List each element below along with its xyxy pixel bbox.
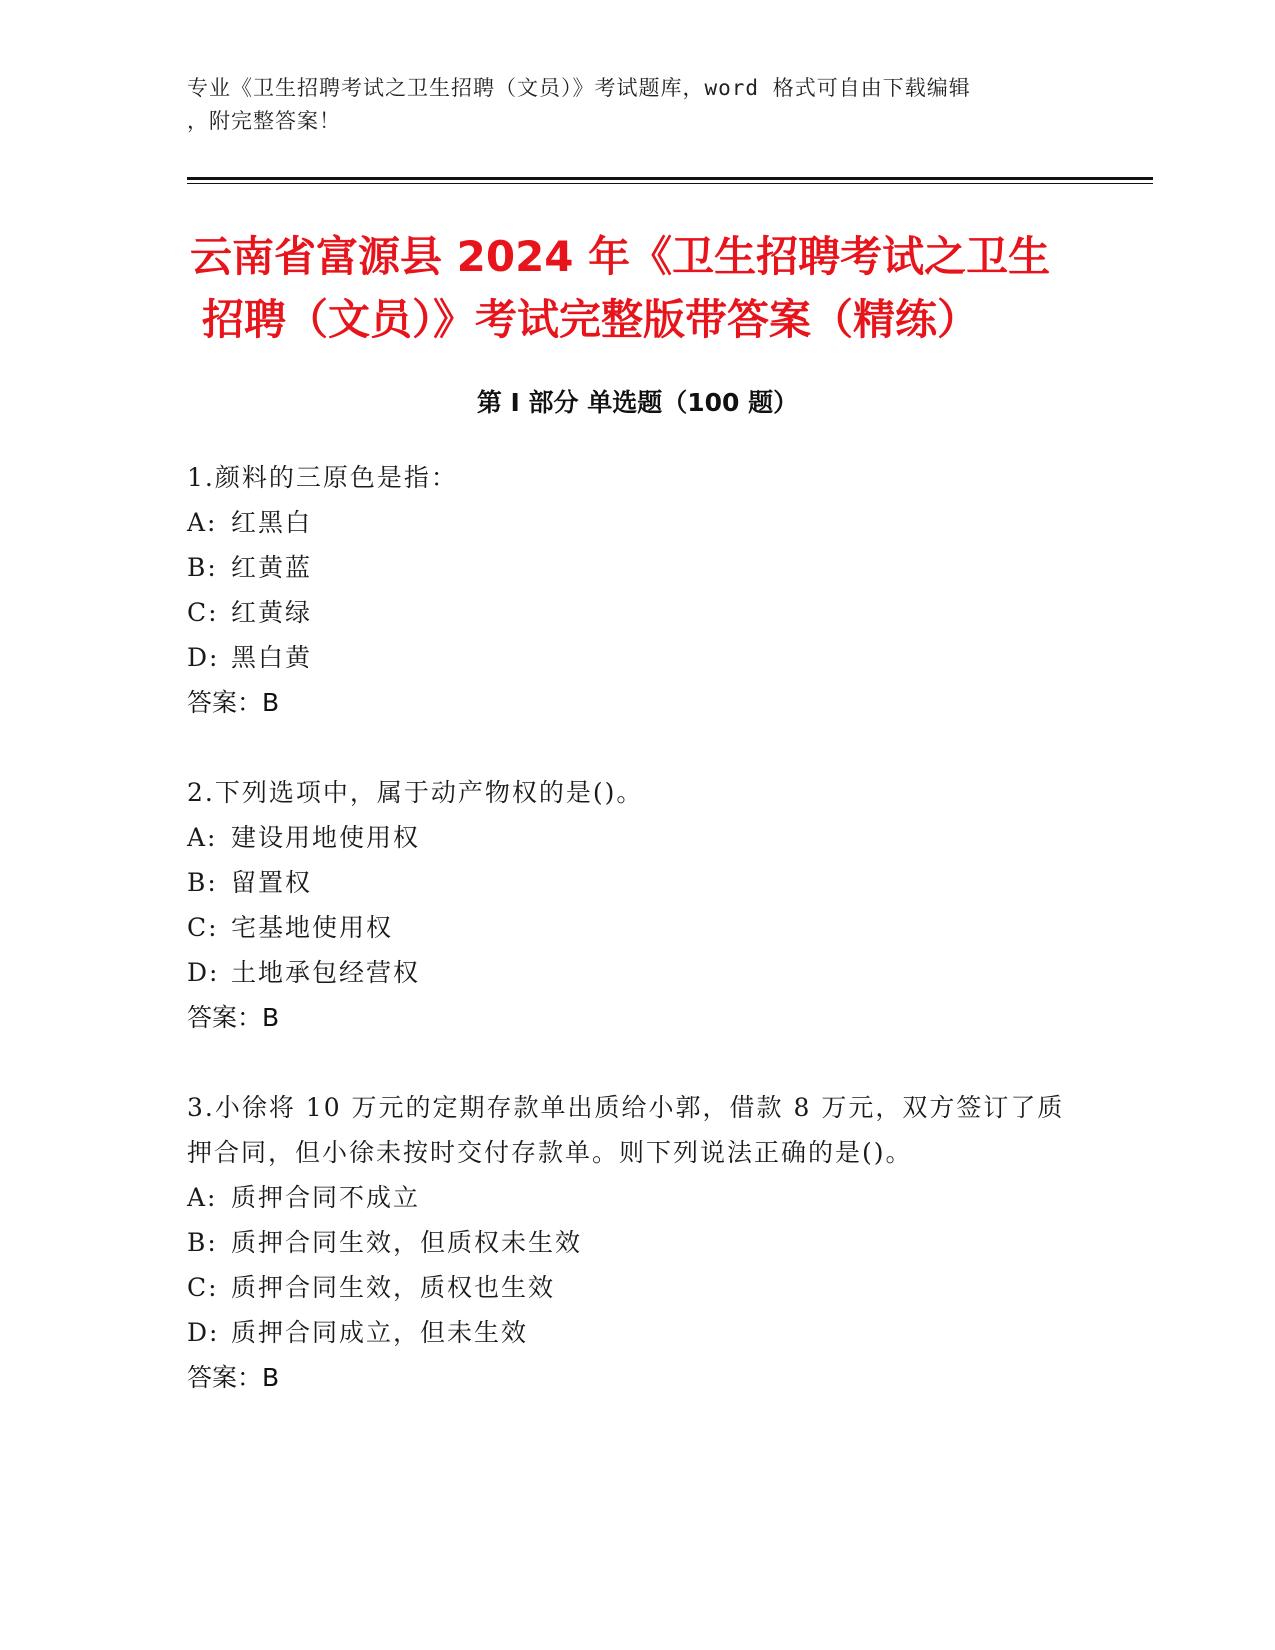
option-letter: B: — [187, 553, 218, 582]
answer: 答案：B — [187, 1363, 280, 1392]
document-title-line-2: 招聘（文员）》考试完整版带答案（精练） — [202, 295, 980, 344]
option-a — [187, 500, 1087, 545]
option-text: 质押合同不成立 — [231, 1183, 421, 1212]
option-letter: D: — [187, 1318, 220, 1347]
answer: 答案：B — [187, 1003, 280, 1032]
option-text: 质押合同成立，但未生效 — [231, 1318, 529, 1347]
option-c — [187, 1265, 1087, 1310]
header-note-line-1: 专业《卫生招聘考试之卫生招聘（文员）》考试题库，word 格式可自由下载编辑 — [187, 76, 971, 100]
document-title — [190, 225, 1090, 351]
option-text: 红黄蓝 — [231, 553, 313, 582]
option-d — [187, 1310, 1087, 1355]
option-text: 质押合同生效，质权也生效 — [231, 1273, 556, 1302]
option-letter: D: — [187, 958, 220, 987]
option-text: 建设用地使用权 — [231, 823, 421, 852]
question-1 — [187, 455, 1087, 725]
option-text: 黑白黄 — [231, 643, 313, 672]
option-letter: D: — [187, 643, 220, 672]
question-2 — [187, 770, 1087, 1040]
answer: 答案：B — [187, 688, 280, 717]
option-b — [187, 1220, 1087, 1265]
option-letter: A: — [187, 508, 218, 537]
option-a — [187, 1175, 1087, 1220]
option-letter: C: — [187, 598, 219, 627]
section-heading: 第 I 部分 单选题（100 题） — [476, 388, 799, 417]
option-letter: C: — [187, 913, 219, 942]
header-note — [187, 72, 1067, 138]
option-letter: A: — [187, 823, 218, 852]
option-letter: C: — [187, 1273, 219, 1302]
option-b — [187, 545, 1087, 590]
header-rule-thin — [187, 183, 1153, 184]
option-text: 宅基地使用权 — [231, 913, 394, 942]
question-stem: 3.小徐将 10 万元的定期存款单出质给小郭，借款 8 万元，双方签订了质押合同，但小徐未按时交付存款单。则下列说法正确的是()。 — [187, 1093, 1065, 1167]
option-text: 留置权 — [231, 868, 313, 897]
option-c — [187, 905, 1087, 950]
option-text: 红黑白 — [231, 508, 313, 537]
option-text: 土地承包经营权 — [231, 958, 421, 987]
question-stem: 1.颜料的三原色是指： — [187, 463, 458, 492]
option-letter: B: — [187, 1228, 218, 1257]
header-note-line-2: ，附完整答案！ — [187, 109, 341, 133]
header-rule-thick — [187, 177, 1153, 180]
option-letter: B: — [187, 868, 218, 897]
option-c — [187, 590, 1087, 635]
option-a — [187, 815, 1087, 860]
option-letter: A: — [187, 1183, 218, 1212]
question-3 — [187, 1085, 1087, 1400]
option-b — [187, 860, 1087, 905]
option-d — [187, 635, 1087, 680]
option-text: 质押合同生效，但质权未生效 — [231, 1228, 583, 1257]
option-text: 红黄绿 — [231, 598, 313, 627]
question-stem: 2.下列选项中，属于动产物权的是()。 — [187, 778, 644, 807]
document-title-line-1: 云南省富源县 2024 年《卫生招聘考试之卫生 — [190, 232, 1051, 281]
option-d — [187, 950, 1087, 995]
